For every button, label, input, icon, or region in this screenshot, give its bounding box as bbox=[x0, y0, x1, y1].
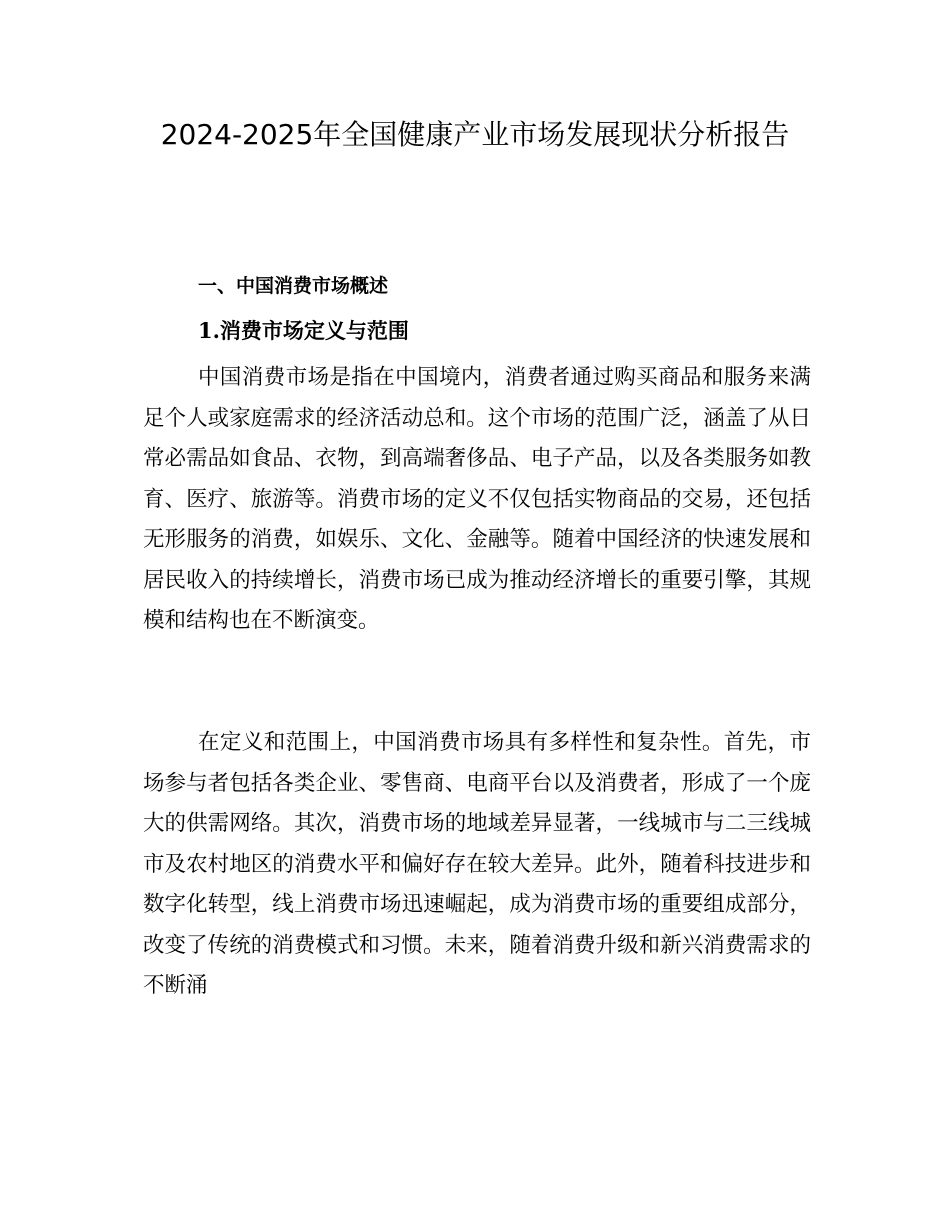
sub-heading: 1.消费市场定义与范围 bbox=[198, 318, 409, 343]
body-paragraph-1: 中国消费市场是指在中国境内，消费者通过购买商品和服务来满足个人或家庭需求的经济活动总和。这个市场的范围广泛，涵盖了从日常必需品如食品、衣物，到高端奢侈品、电子产品，以及各类服务如教育、医疗、旅游等。消费市场的定义不仅包括实物商品的交易，还包括无形服务的消费，如娱乐、文化、金融等。随着中国经济的快速发展和居民收入的持续增长，消费市场已成为推动经济增长的重要引擎，其规模和结构也在不断演变。 bbox=[143, 365, 811, 633]
body-paragraph-2: 在定义和范围上，中国消费市场具有多样性和复杂性。首先，市场参与者包括各类企业、零售商、电商平台以及消费者，形成了一个庞大的供需网络。其次，消费市场的地域差异显著，一线城市与二三线城市及农村地区的消费水平和偏好存在较大差异。此外，随着科技进步和数字化转型，线上消费市场迅速崛起，成为消费市场的重要组成部分，改变了传统的消费模式和习惯。未来，随着消费升级和新兴消费需求的不断涌 bbox=[143, 730, 811, 998]
section-heading: 一、中国消费市场概述 bbox=[198, 275, 389, 297]
document-title: 2024-2025年全国健康产业市场发展现状分析报告 bbox=[160, 118, 790, 151]
